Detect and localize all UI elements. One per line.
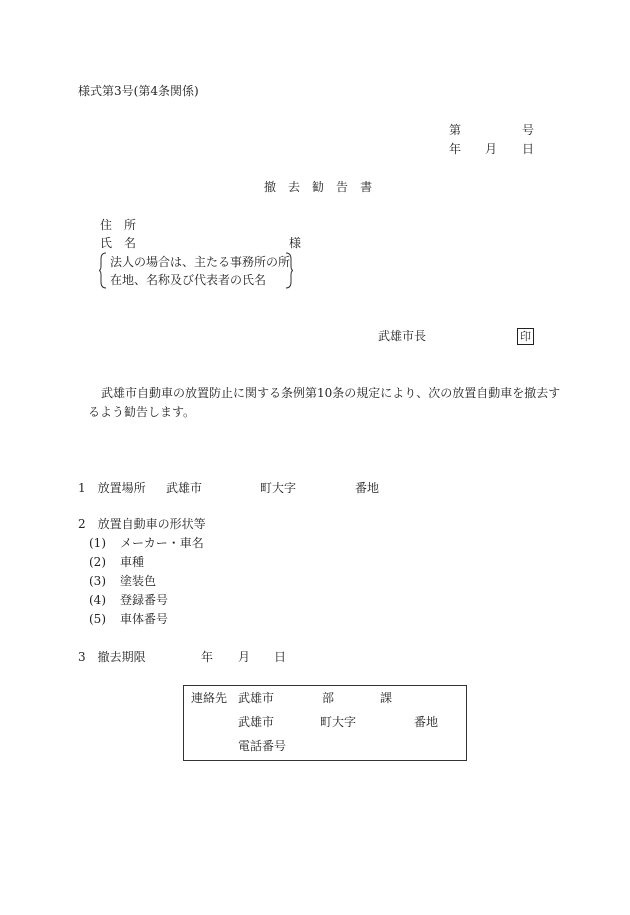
- contact-label: 連絡先: [191, 691, 228, 705]
- contact-town: 町大字: [320, 715, 357, 729]
- subitem-text: メーカー・車名: [120, 536, 204, 550]
- subitem-number: (5): [89, 612, 106, 626]
- subitem-number: (3): [89, 574, 106, 588]
- address-label: 住 所: [100, 218, 137, 232]
- subitem-text: 塗装色: [120, 574, 157, 588]
- title-char: 告: [336, 180, 349, 194]
- item1-banchi: 番地: [355, 481, 380, 495]
- item3-day: 日: [274, 650, 287, 664]
- item1-label: 1 放置場所: [78, 481, 146, 495]
- item1-city: 武雄市: [166, 481, 203, 495]
- doc-number-dai: 第: [449, 123, 462, 137]
- subitem-text: 登録番号: [120, 593, 169, 607]
- document-title: [264, 181, 384, 193]
- contact-city2: 武雄市: [238, 715, 275, 729]
- date-month: 月: [485, 142, 498, 156]
- item2-label: 2 放置自動車の形状等: [78, 517, 206, 531]
- item3-year: 年: [201, 650, 214, 664]
- subitem-number: (2): [89, 555, 106, 569]
- item3-month: 月: [238, 650, 251, 664]
- date-day: 日: [522, 142, 535, 156]
- subitem-number: (1): [89, 536, 106, 550]
- issuer-name: 武雄市長: [378, 329, 427, 343]
- contact-banchi: 番地: [414, 715, 439, 729]
- contact-ka: 課: [380, 691, 393, 705]
- item3-label: 3 撤去期限: [78, 650, 146, 664]
- name-label: 氏 名: [100, 236, 137, 250]
- item1-town: 町大字: [260, 481, 297, 495]
- form-number: 様式第3号(第4条関係): [78, 84, 199, 98]
- title-char: 書: [360, 180, 373, 194]
- corporate-note-line2: 在地、名称及び代表者の氏名: [110, 273, 267, 287]
- seal-mark: 印: [517, 328, 534, 345]
- corporate-note-line1: 法人の場合は、主たる事務所の所: [110, 255, 291, 269]
- doc-number-go: 号: [522, 123, 535, 137]
- contact-city1: 武雄市: [238, 691, 275, 705]
- left-brace-icon: [99, 252, 107, 289]
- subitem-number: (4): [89, 593, 106, 607]
- date-year: 年: [449, 142, 462, 156]
- body-text-line2: るよう勧告します。: [88, 405, 196, 419]
- title-char: 勧: [312, 180, 325, 194]
- contact-bu: 部: [322, 691, 335, 705]
- body-text-line1: 武雄市自動車の放置防止に関する条例第10条の規定により、次の放置自動車を撤去す: [101, 386, 561, 400]
- subitem-text: 車種: [120, 555, 145, 569]
- title-char: 去: [288, 180, 301, 194]
- subitem-text: 車体番号: [120, 612, 169, 626]
- honorific-sama: 様: [289, 236, 302, 250]
- contact-phone: 電話番号: [238, 739, 287, 753]
- title-char: 撤: [264, 180, 277, 194]
